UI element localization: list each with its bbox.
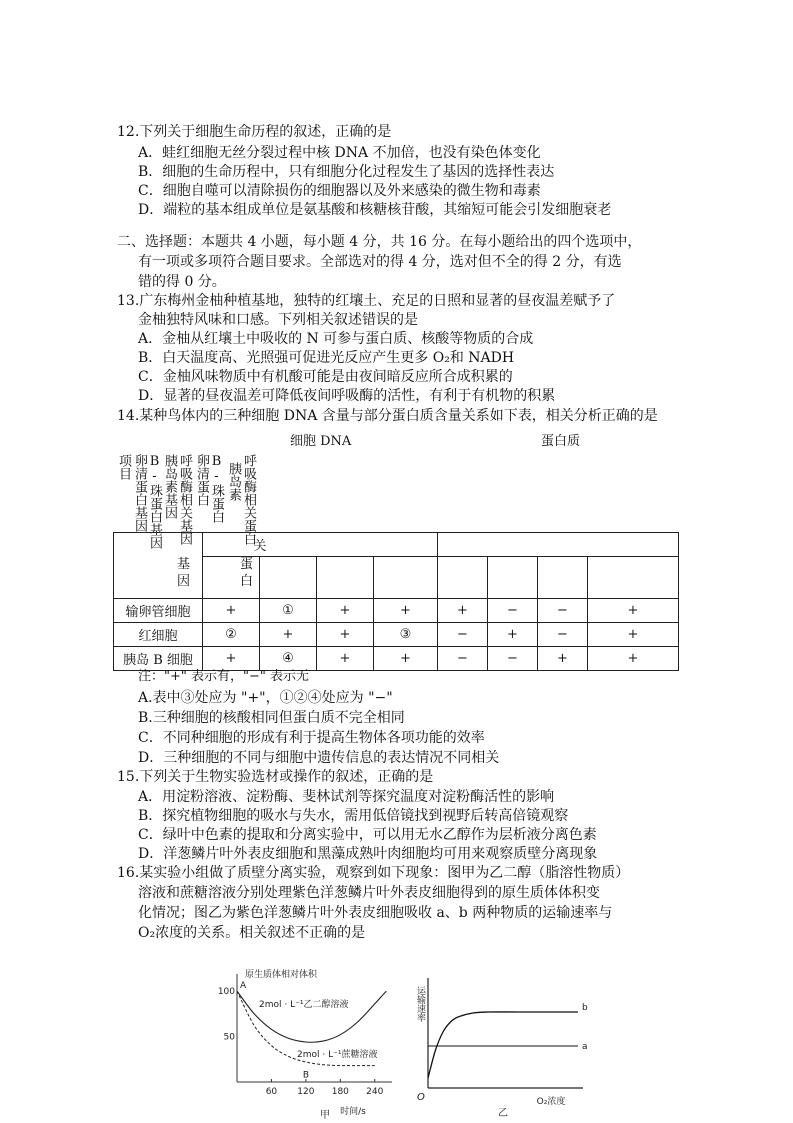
q15-option-b: B．探究植物细胞的吸水与失水，需用低倍镜找到视野后转高倍镜观察	[138, 808, 569, 824]
table-row	[114, 623, 679, 647]
q14-data-table	[113, 532, 679, 671]
q14-option-d: D．三种细胞的不同与细胞中遗传信息的表达情况不同相关	[138, 750, 500, 766]
point-a-label: A	[240, 981, 247, 992]
y-tick-label: 50	[223, 1032, 235, 1043]
q16-stem-2: 溶液和蔗糖溶液分别处理紫色洋葱鳞片叶外表皮细胞得到的原生质体体积变	[138, 885, 600, 901]
q14-header-resp-enzyme: 呼吸酶相关蛋白	[241, 454, 256, 545]
q14-option-a: A.表中③处应为 "+"，①②④处应为 "−"	[138, 690, 393, 706]
table-cell: +	[588, 647, 679, 671]
section2-line3: 错的得 0 分。	[138, 274, 226, 290]
q14-option-c: C．不同种细胞的形成有利于提高生物体各项功能的效率	[138, 730, 485, 746]
figure-yi-chart	[410, 968, 590, 1120]
table-cell: +	[317, 647, 374, 671]
table-cell: +	[588, 623, 679, 647]
q13-stem-1: 13.广东梅州金柚种植基地，独特的红壤土、充足的日照和显著的昼夜温差赋予了	[117, 293, 616, 309]
q13-option-b: B．白天温度高、光照强可促进光反应产生更多 O₂和 NADH	[138, 350, 515, 366]
x-tick-label: 180	[331, 1087, 349, 1097]
q12-stem: 12.下列关于细胞生命历程的叙述，正确的是	[117, 124, 392, 140]
q13-option-a: A．金柚从红壤土中吸收的 N 可参与蛋白质、核酸等物质的合成	[138, 331, 534, 347]
table-header-cell	[438, 533, 679, 557]
table-cell: +	[317, 599, 374, 623]
x-tick-label: 60	[265, 1087, 278, 1097]
table-cell: −	[538, 599, 588, 623]
table-cell: −	[538, 623, 588, 647]
row-label: 胰岛 B 细胞	[114, 647, 203, 671]
table-cell: −	[438, 623, 488, 647]
q14-group-protein: 蛋白质	[541, 434, 581, 449]
q13-stem-2: 金柚独特风味和口感。下列相关叙述错误的是	[138, 312, 418, 328]
origin-label: O	[417, 1092, 425, 1103]
q15-option-a: A．用淀粉溶液、淀粉酶、斐林试剂等探究温度对淀粉酶活性的影响	[138, 789, 555, 805]
q15-stem: 15.下列关于生物实验选材或操作的叙述，正确的是	[117, 769, 434, 785]
q13-option-c: C．金柚风味物质中有机酸可能是由夜间暗反应所合成积累的	[138, 369, 513, 385]
q14-stem: 14.某种鸟体内的三种细胞 DNA 含量与部分蛋白质含量关系如下表，相关分析正确的是	[117, 408, 658, 424]
table-cell: −	[488, 599, 538, 623]
q14-note: 注："+" 表示有，"−" 表示无	[138, 669, 309, 684]
table-cell: +	[374, 647, 438, 671]
q16-stem-4: O₂浓度的关系。相关叙述不正确的是	[138, 925, 366, 941]
x-tick-label: 120	[297, 1087, 315, 1097]
section2-line1: 二、选择题：本题共 4 小题，每小题 4 分，共 16 分。在每小题给出的四个选项中，	[117, 234, 642, 250]
q14-header-globin: B-珠蛋白	[209, 454, 224, 523]
table-row	[114, 647, 679, 671]
x-axis-label: O₂浓度	[536, 1097, 566, 1107]
q16-stem-3: 化情况；图乙为紫色洋葱鳞片叶外表皮细胞吸收 a、b 两种物质的运输速率与	[138, 905, 613, 921]
q12-option-c: C．细胞自噬可以清除损伤的细胞器以及外来感染的微生物和毒素	[138, 183, 541, 199]
q15-option-d: D．洋葱鳞片叶外表皮细胞和黑藻成熟叶肉细胞均可用来观察质壁分离现象	[138, 846, 598, 862]
table-cell: −	[438, 647, 488, 671]
q14-header-ovalbumin-gene: 卵清蛋白基因	[132, 454, 147, 532]
x-tick-label: 240	[366, 1087, 384, 1097]
q14-header-ovalbumin: 卵清蛋白	[194, 454, 209, 506]
table-cell: +	[317, 623, 374, 647]
y-axis-label: 运输速率	[415, 986, 425, 1022]
table-header-cell	[488, 557, 538, 599]
table-header-cell	[588, 557, 679, 599]
q12-option-d: D．端粒的基本组成单位是氨基酸和核糖核苷酸，其缩短可能会引发细胞衰老	[138, 202, 612, 218]
q12-option-a: A．蛙红细胞无丝分裂过程中核 DNA 不加倍，也没有染色体变化	[138, 145, 541, 161]
table-header-cell	[374, 557, 438, 599]
table-cell: +	[538, 647, 588, 671]
table-header-cell: 关	[203, 533, 438, 557]
q14-header-resp-enzyme-gene: 呼吸酶相关基因	[177, 454, 192, 545]
series-ethylene-glycol-label: 2mol · L⁻¹乙二醇溶液	[259, 1000, 349, 1010]
y-axis-label: 原生质体相对体积	[245, 970, 318, 980]
series-a-label: a	[582, 1042, 588, 1052]
series-ethylene-glycol-line	[237, 991, 386, 1042]
y-tick-label: 100	[217, 987, 235, 998]
figure-caption-yi: 乙	[498, 1108, 508, 1119]
q14-header-gene-b: 因	[177, 574, 191, 589]
figure-caption-jia: 甲	[320, 1110, 330, 1121]
table-row	[114, 599, 679, 623]
table-row	[114, 533, 679, 557]
table-header-cell	[538, 557, 588, 599]
table-cell: +	[438, 599, 488, 623]
table-cell: +	[203, 647, 260, 671]
figure-jia-chart	[217, 960, 405, 1121]
q14-header-globin-gene: B-珠蛋白基因	[147, 454, 162, 549]
table-header-cell	[317, 557, 374, 599]
table-header-cell	[260, 557, 317, 599]
x-axis-label: 时间/s	[340, 1107, 366, 1117]
table-cell: ④	[260, 647, 317, 671]
q14-header-protein-b: 白	[240, 574, 254, 589]
table-cell: −	[488, 647, 538, 671]
table-cell: +	[260, 623, 317, 647]
q14-header-gene-a: 基	[177, 557, 191, 572]
table-cell: +	[488, 623, 538, 647]
series-b-label: b	[582, 1003, 588, 1013]
row-label: 红细胞	[114, 623, 203, 647]
section2-line2: 有一项或多项符合题目要求。全部选对的得 4 分，选对但不全的得 2 分，有选	[138, 254, 622, 270]
point-b-label: B	[302, 1070, 310, 1081]
table-cell: ①	[260, 599, 317, 623]
series-sucrose-label: 2mol · L⁻¹蔗糖溶液	[297, 1050, 378, 1060]
q14-header-insulin: 胰岛素	[226, 462, 241, 501]
q14-option-b: B.三种细胞的核酸相同但蛋白质不完全相同	[138, 710, 405, 726]
table-cell: +	[203, 599, 260, 623]
row-label: 输卵管细胞	[114, 599, 203, 623]
table-cell: ②	[203, 623, 260, 647]
q14-header-protein-a: 蛋	[240, 557, 254, 572]
q14-header-insulin-gene: 胰岛素基因	[162, 454, 177, 519]
q14-group-dna: 细胞 DNA	[290, 434, 352, 449]
table-cell: +	[588, 599, 679, 623]
q15-option-c: C．绿叶中色素的提取和分离实验中，可以用无水乙醇作为层析液分离色素	[138, 827, 597, 843]
q14-header-item: 项目	[116, 454, 131, 480]
q16-stem-1: 16.某实验小组做了质壁分离实验，观察到如下现象：图甲为乙二醇（脂溶性物质）	[117, 865, 630, 881]
table-cell: +	[374, 599, 438, 623]
table-cell: ③	[374, 623, 438, 647]
q12-option-b: B．细胞的生命历程中，只有细胞分化过程发生了基因的选择性表达	[138, 164, 555, 180]
q13-option-d: D．显著的昼夜温差可降低夜间呼吸酶的活性，有利于有机物的积累	[138, 388, 556, 404]
table-header-cell	[438, 557, 488, 599]
series-b-line	[428, 1012, 578, 1078]
